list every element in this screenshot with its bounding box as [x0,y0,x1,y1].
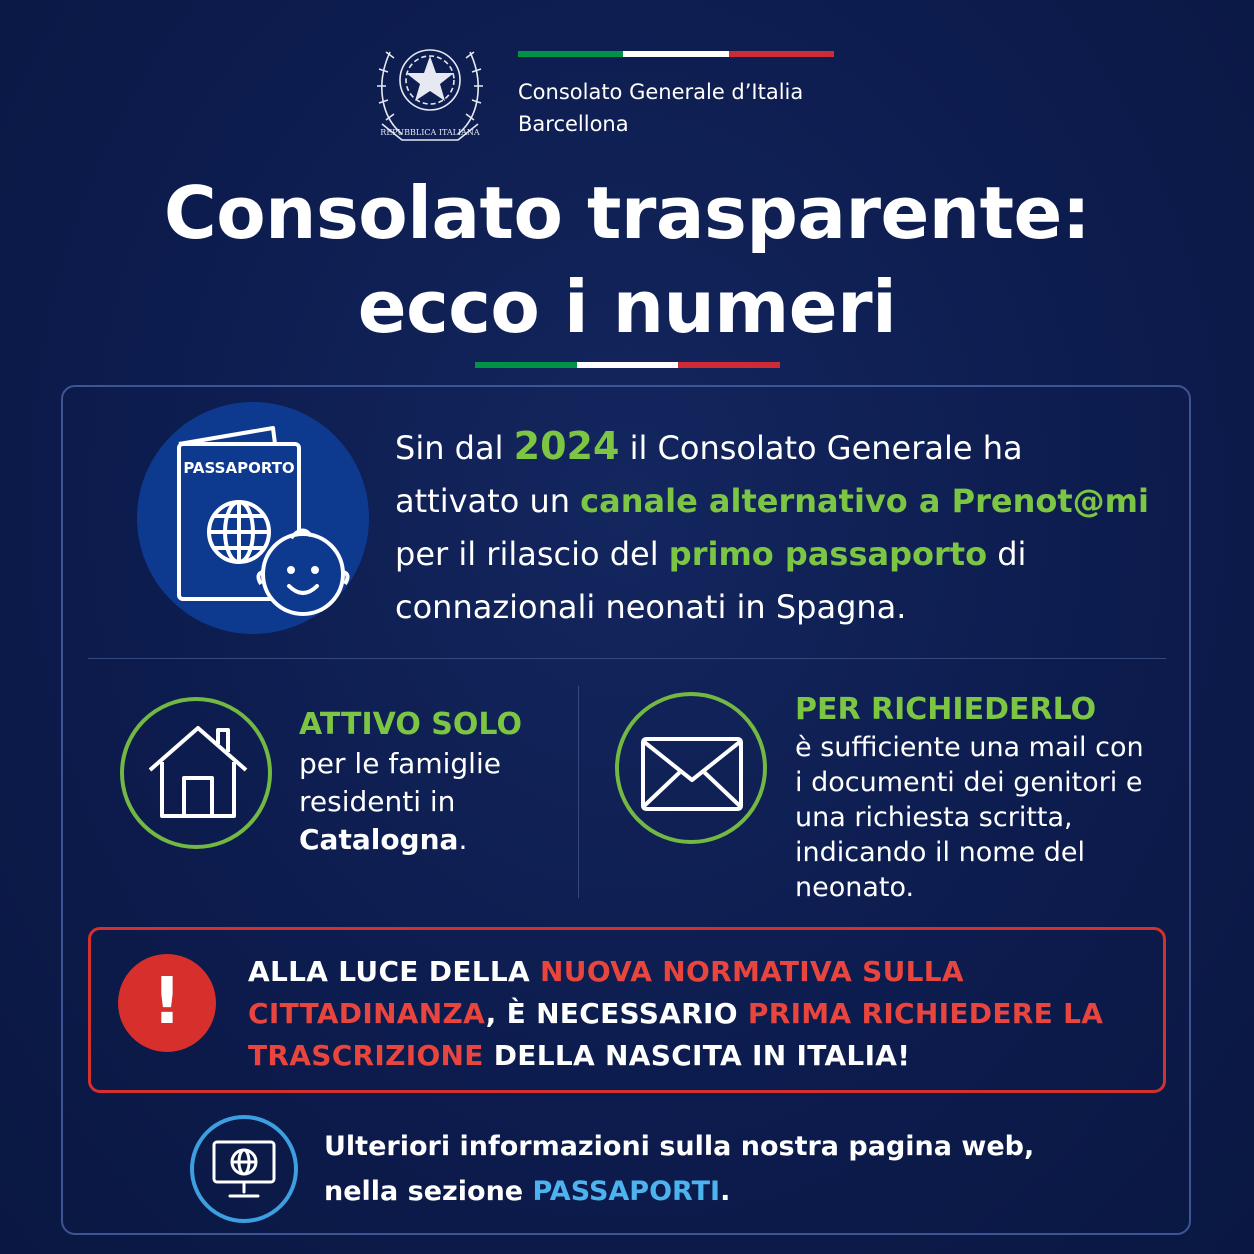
monitor-globe-icon [212,1140,276,1200]
active-only-heading: ATTIVO SOLO [299,707,522,742]
svg-text:REPUBBLICA ITALIANA: REPUBBLICA ITALIANA [380,128,480,137]
flag-stripe-top [518,51,834,57]
house-icon [146,722,250,822]
region-name: Catalogna [299,823,459,856]
request-heading: PER RICHIEDERLO [795,692,1097,727]
section-divider [88,658,1166,659]
active-only-block: ATTIVO SOLO per le famiglie residenti in Catalogna. [299,705,569,859]
request-block [795,690,1155,905]
channel-highlight: canale alternativo a Prenot@mi [580,482,1149,520]
request-text: è sufficiente una mail con i documenti dei genitori e una richiesta scritta, indicando il nome del neonato. [795,732,1144,903]
emblem-icon [372,22,488,150]
page-title-line-1: Consolato trasparente: [163,171,1091,255]
page-title-line-2: ecco i numeri [357,265,897,349]
passaporti-section-link[interactable]: PASSAPORTI [532,1176,721,1207]
organization-name: Consolato Generale d’Italia Barcellona [518,80,804,136]
more-info-text: Ulteriori informazioni sulla nostra pagina web, nella sezione PASSAPORTI. [324,1131,1035,1207]
svg-text:PASSAPORTO: PASSAPORTO [183,459,295,477]
passport-icon [165,424,365,624]
intro-paragraph: Sin dal 2024 il Consolato Generale ha attivato un canale alternativo a Prenot@mi per il rilascio del primo passaporto di connazionali neonati in Spagna. [395,424,1149,626]
flag-stripe-title [475,362,780,368]
baby-face-icon [258,530,347,614]
column-divider [578,686,579,898]
alert-icon: ! [118,954,216,1052]
first-passport-highlight: primo passaporto [668,535,988,573]
envelope-icon [640,736,744,812]
alert-text: ALLA LUCE DELLA NUOVA NORMATIVA SULLA CITTADINANZA, È NECESSARIO PRIMA RICHIEDERE LA TRASCRIZIONE DELLA NASCITA IN ITALIA! [248,955,1104,1072]
year-highlight: 2024 [513,424,620,468]
